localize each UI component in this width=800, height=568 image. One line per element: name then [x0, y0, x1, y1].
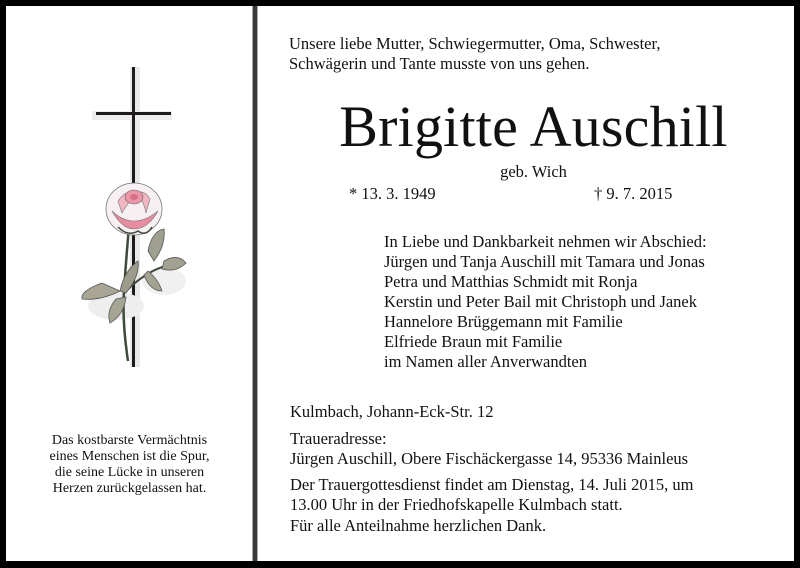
mourners-line: Hannelore Brüggemann mit Familie — [384, 312, 623, 331]
quote-line: eines Menschen ist die Spur, — [49, 449, 210, 464]
left-panel — [6, 6, 253, 561]
intro-text — [289, 34, 660, 74]
mourning-address: Jürgen Auschill, Obere Fischäckergasse 14, 95336 Mainleus — [290, 449, 689, 468]
funeral-service-info — [290, 475, 693, 515]
death-date: † 9. 7. 2015 — [594, 184, 673, 203]
thanks-line: Für alle Anteilnahme herzlichen Dank. — [290, 516, 547, 535]
mourners-line: Elfriede Braun mit Familie — [384, 332, 563, 351]
quote-line: die seine Lücke in unseren — [54, 465, 205, 480]
obituary-notice — [6, 6, 794, 561]
mourners-line: In Liebe und Dankbarkeit nehmen wir Abschied: — [384, 232, 707, 251]
mourners-list — [384, 232, 707, 372]
quote-line: Herzen zurückgelassen hat. — [52, 481, 207, 496]
birth-date: * 13. 3. 1949 — [349, 184, 436, 203]
mourning-address-label: Traueradresse: — [290, 429, 387, 448]
mourners-line: Petra und Matthias Schmidt mit Ronja — [384, 272, 638, 291]
intro-line: Unsere liebe Mutter, Schwiegermutter, Oma, Schwester, — [289, 34, 661, 53]
mourners-line: Jürgen und Tanja Auschill mit Tamara und Jonas — [384, 252, 705, 271]
memorial-quote — [6, 433, 253, 497]
mourners-line: im Namen aller Anverwandten — [384, 352, 587, 371]
intro-line: Schwägerin und Tante musste von uns gehen. — [289, 54, 590, 73]
quote-line: Das kostbarste Vermächtnis — [51, 433, 208, 448]
cross-with-rose-icon — [66, 61, 196, 371]
service-line: Der Trauergottesdienst findet am Dienstag, 14. Juli 2015, um — [290, 475, 694, 494]
deceased-name: Brigitte Auschill — [339, 94, 728, 159]
maiden-name: geb. Wich — [500, 162, 567, 181]
mourning-address-block — [290, 429, 688, 469]
mourners-line: Kerstin und Peter Bail mit Christoph und Janek — [384, 292, 698, 311]
place-address: Kulmbach, Johann-Eck-Str. 12 — [290, 402, 494, 421]
service-line: 13.00 Uhr in der Friedhofskapelle Kulmbach statt. — [290, 495, 623, 514]
right-panel — [257, 6, 794, 561]
